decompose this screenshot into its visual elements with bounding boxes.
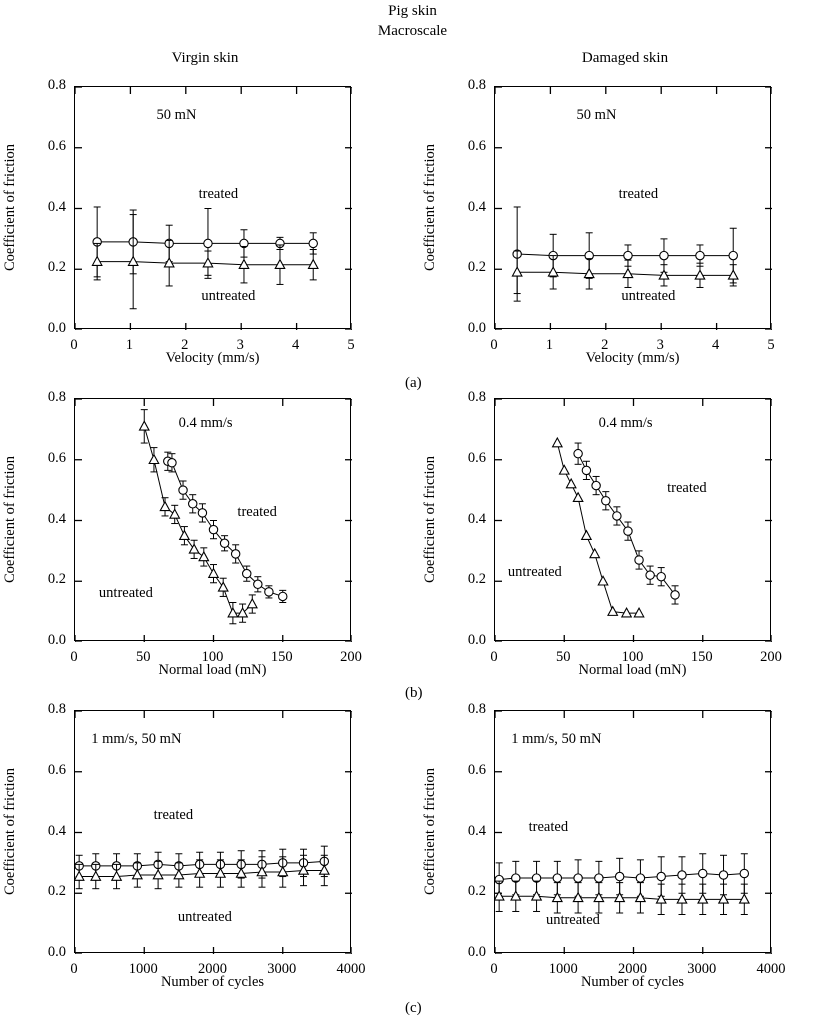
x-tick-label: 5: [767, 337, 775, 353]
y-axis-label: Coefficient of friction: [2, 144, 18, 271]
y-tick-label: 0.4: [467, 198, 486, 215]
column-title-virgin: Virgin skin: [171, 50, 239, 66]
y-tick-label: 0.6: [467, 449, 486, 466]
y-tick-label: 0.2: [47, 259, 66, 276]
y-tick-label: 0.0: [467, 944, 486, 960]
y-tick-label: 0.8: [47, 77, 66, 93]
x-tick-label: 2: [601, 337, 609, 353]
annotation-treated: treated: [198, 186, 239, 203]
series-untreated: [75, 855, 329, 888]
x-tick-label: 1: [125, 337, 134, 353]
annotation-untreated: untreated: [98, 584, 153, 601]
y-tick-label: 0.2: [47, 571, 66, 588]
annotation-treated: treated: [667, 480, 707, 497]
x-tick-label: 4: [291, 337, 300, 353]
annotation-treated: treated: [153, 807, 194, 824]
x-tick-label: 0: [70, 961, 78, 977]
x-tick-label: 50: [556, 649, 571, 665]
y-tick-label: 0.4: [47, 198, 66, 215]
annotation-treated: treated: [237, 504, 277, 521]
x-tick-label: 1: [545, 337, 554, 353]
x-tick-label: 0: [70, 649, 78, 665]
x-tick-label: 1000: [128, 961, 158, 977]
panel-condition-note: 0.4 mm/s: [178, 414, 233, 431]
chart-panel-a-virgin: [2, 68, 368, 368]
y-tick-label: 0.4: [467, 822, 486, 839]
figure-title-line1: Pig skin: [388, 3, 437, 19]
annotation-treated: treated: [618, 186, 659, 203]
y-axis-label: Coefficient of friction: [422, 144, 438, 271]
y-tick-label: 0.4: [47, 822, 66, 839]
y-tick-label: 0.0: [47, 320, 66, 336]
y-tick-label: 0.8: [47, 389, 66, 405]
chart-panel-c-damaged: [422, 692, 788, 992]
x-tick-label: 3000: [687, 961, 717, 977]
y-tick-label: 0.0: [47, 944, 66, 960]
x-tick-label: 1000: [548, 961, 578, 977]
y-tick-label: 0.0: [47, 632, 66, 648]
x-tick-label: 0: [490, 961, 498, 977]
x-axis-label: Normal load (mN): [158, 662, 267, 678]
y-tick-label: 0.6: [47, 449, 66, 466]
x-tick-label: 100: [621, 649, 644, 665]
panel-condition-note: 0.4 mm/s: [598, 414, 653, 431]
plot-area: [494, 398, 771, 641]
x-tick-label: 5: [347, 337, 355, 353]
series-untreated: [495, 881, 749, 914]
x-tick-label: 2000: [198, 961, 227, 977]
x-tick-label: 100: [201, 649, 224, 665]
x-tick-label: 3000: [267, 961, 297, 977]
row-label-b: (b): [405, 685, 423, 701]
x-axis-label: Velocity (mm/s): [165, 350, 260, 366]
series-treated: [574, 443, 679, 604]
y-tick-label: 0.8: [467, 77, 486, 93]
x-axis-label: Normal load (mN): [578, 662, 687, 678]
chart-panel-c-virgin: [2, 692, 368, 992]
y-axis-label: Coefficient of friction: [422, 456, 438, 583]
x-axis-label: Velocity (mm/s): [585, 350, 680, 366]
annotation-untreated: untreated: [545, 912, 600, 929]
x-tick-label: 4000: [756, 961, 786, 977]
y-tick-label: 0.8: [47, 701, 66, 717]
annotation-treated: treated: [528, 819, 569, 836]
x-tick-label: 2: [181, 337, 189, 353]
y-tick-label: 0.6: [47, 761, 66, 778]
panel-condition-note: 50 mN: [156, 107, 197, 124]
x-tick-label: 4000: [336, 961, 366, 977]
x-tick-label: 3: [656, 337, 664, 353]
x-axis-label: Number of cycles: [580, 974, 685, 990]
panel-condition-note: 1 mm/s, 50 mN: [91, 731, 182, 748]
figure-title-line2: Macroscale: [377, 23, 448, 39]
y-tick-label: 0.8: [467, 389, 486, 405]
annotation-untreated: untreated: [507, 563, 562, 580]
y-tick-label: 0.2: [47, 883, 66, 900]
y-axis-label: Coefficient of friction: [422, 768, 438, 895]
x-tick-label: 50: [136, 649, 151, 665]
y-tick-label: 0.6: [47, 137, 66, 154]
chart-panel-b-damaged: [422, 380, 788, 680]
row-label-c: (c): [405, 1000, 422, 1016]
x-tick-label: 0: [70, 337, 78, 353]
row-label-a: (a): [405, 375, 422, 391]
y-tick-label: 0.2: [467, 259, 486, 276]
plot-area: [74, 398, 351, 641]
x-axis-label: Number of cycles: [160, 974, 265, 990]
annotation-untreated: untreated: [201, 288, 256, 305]
annotation-untreated: untreated: [177, 909, 232, 926]
column-title-damaged: Damaged skin: [581, 50, 669, 66]
x-tick-label: 0: [490, 337, 498, 353]
x-tick-label: 150: [690, 649, 713, 665]
chart-panel-b-virgin: [2, 380, 368, 680]
y-tick-label: 0.2: [467, 571, 486, 588]
x-tick-label: 3: [236, 337, 244, 353]
x-tick-label: 200: [760, 649, 782, 665]
y-tick-label: 0.6: [467, 137, 486, 154]
x-tick-label: 2000: [618, 961, 647, 977]
y-tick-label: 0.4: [47, 510, 66, 527]
chart-panel-a-damaged: [422, 68, 788, 368]
y-tick-label: 0.0: [467, 320, 486, 336]
y-axis-label: Coefficient of friction: [2, 456, 18, 583]
y-axis-label: Coefficient of friction: [2, 768, 18, 895]
y-tick-label: 0.0: [467, 632, 486, 648]
x-tick-label: 200: [340, 649, 362, 665]
annotation-untreated: untreated: [621, 288, 676, 305]
y-tick-label: 0.4: [467, 510, 486, 527]
y-tick-label: 0.2: [467, 883, 486, 900]
x-tick-label: 4: [711, 337, 720, 353]
y-tick-label: 0.6: [467, 761, 486, 778]
series-treated: [495, 854, 749, 897]
series-treated: [164, 452, 287, 602]
panel-condition-note: 50 mN: [576, 107, 617, 124]
x-tick-label: 150: [270, 649, 293, 665]
y-tick-label: 0.8: [467, 701, 486, 717]
x-tick-label: 0: [490, 649, 498, 665]
panel-condition-note: 1 mm/s, 50 mN: [511, 731, 602, 748]
